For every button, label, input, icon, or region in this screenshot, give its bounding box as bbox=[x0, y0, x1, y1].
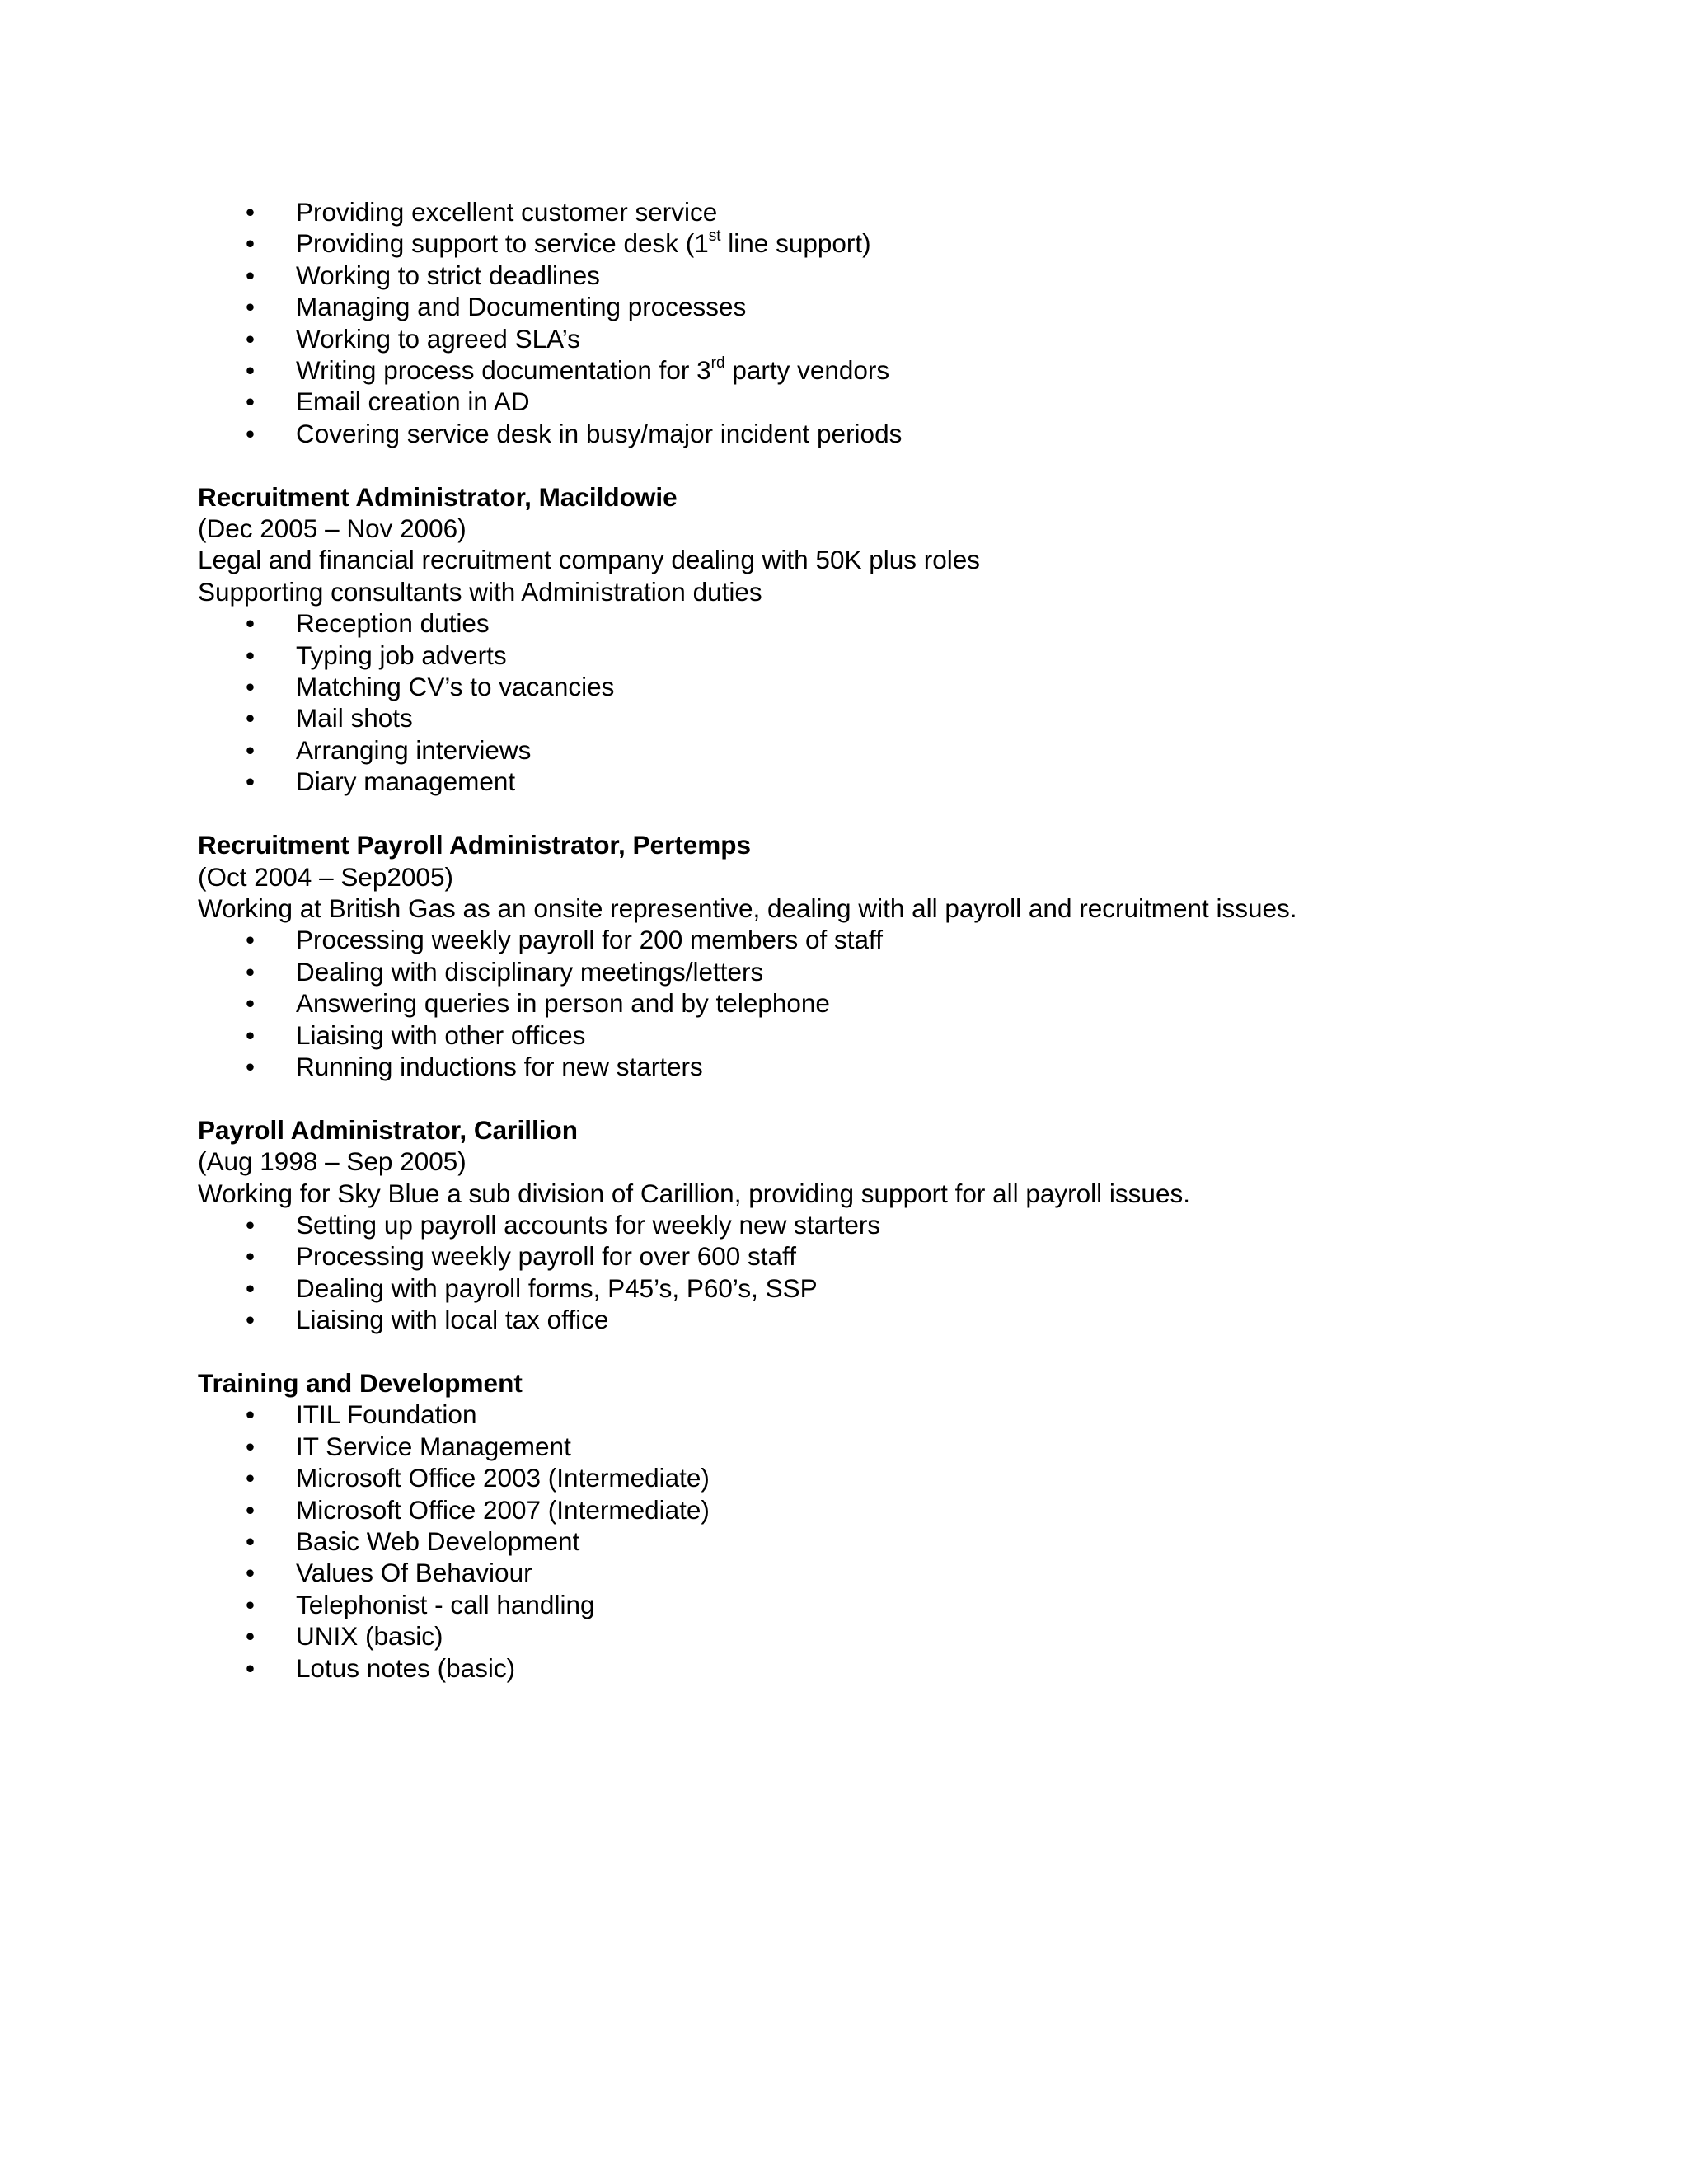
bullet-icon: • bbox=[246, 1589, 256, 1619]
list-item-text: Basic Web Development bbox=[296, 1526, 580, 1556]
list-item-text: UNIX (basic) bbox=[296, 1621, 443, 1652]
list-item-text: Providing excellent customer service bbox=[296, 197, 718, 227]
job-pertemps bbox=[198, 829, 1599, 1082]
list-item bbox=[198, 291, 1599, 322]
list-item bbox=[198, 1462, 1599, 1493]
list-item bbox=[198, 260, 1599, 291]
list-item bbox=[198, 671, 1599, 702]
list-item bbox=[198, 196, 1599, 227]
list-item-text: Answering queries in person and by telephone bbox=[296, 988, 830, 1019]
ordinal-superscript: st bbox=[708, 227, 721, 245]
bullet-icon: • bbox=[246, 1209, 256, 1240]
list-item-text: Telephonist - call handling bbox=[296, 1589, 595, 1619]
job-carillion bbox=[198, 1114, 1599, 1336]
list-item bbox=[198, 1494, 1599, 1526]
bullet-icon: • bbox=[246, 1431, 256, 1461]
list-item bbox=[198, 924, 1599, 955]
list-item bbox=[198, 987, 1599, 1019]
list-item-text: Microsoft Office 2007 (Intermediate) bbox=[296, 1494, 710, 1525]
list-item bbox=[198, 1051, 1599, 1082]
bullet-icon: • bbox=[246, 1019, 256, 1050]
list-item-text: Values Of Behaviour bbox=[296, 1558, 532, 1588]
bullet-icon: • bbox=[246, 197, 256, 227]
list-item bbox=[198, 1431, 1599, 1462]
bullet-icon: • bbox=[246, 355, 256, 386]
list-item bbox=[198, 1399, 1599, 1430]
list-item-text: Dealing with disciplinary meetings/letters bbox=[296, 956, 764, 987]
list-item bbox=[198, 766, 1599, 797]
bullet-icon: • bbox=[246, 1621, 256, 1652]
list-item-text: Providing support to service desk (1 bbox=[296, 228, 709, 259]
job-title: Recruitment Payroll Administrator, Pertemps bbox=[198, 830, 752, 860]
bullet-icon: • bbox=[246, 292, 256, 322]
training-section bbox=[198, 1367, 1599, 1684]
list-item-text: Working to agreed SLA’s bbox=[296, 323, 580, 354]
bullet-icon: • bbox=[246, 1652, 256, 1683]
list-item bbox=[198, 702, 1599, 733]
bullet-icon: • bbox=[246, 1399, 256, 1430]
job-description-line: Legal and financial recruitment company dealing with 50K plus roles bbox=[198, 545, 981, 575]
bullet-icon: • bbox=[246, 1305, 256, 1335]
bullet-icon: • bbox=[246, 1272, 256, 1303]
job-title: Recruitment Administrator, Macildowie bbox=[198, 481, 678, 512]
list-item bbox=[198, 354, 1599, 386]
list-item-text: Working to strict deadlines bbox=[296, 260, 600, 290]
bullet-icon: • bbox=[246, 640, 256, 670]
job-macildowie bbox=[198, 481, 1599, 798]
job-dates: (Aug 1998 – Sep 2005) bbox=[198, 1146, 467, 1177]
bullet-icon: • bbox=[246, 387, 256, 417]
list-item-text: Lotus notes (basic) bbox=[296, 1652, 516, 1683]
list-item bbox=[198, 1557, 1599, 1588]
section-spacer bbox=[198, 449, 1599, 480]
list-item bbox=[198, 1304, 1599, 1335]
bullet-icon: • bbox=[246, 1241, 256, 1272]
list-item-text: Liaising with local tax office bbox=[296, 1305, 609, 1335]
bullet-icon: • bbox=[246, 323, 256, 354]
bullet-icon: • bbox=[246, 260, 256, 290]
intro-duties-list bbox=[198, 196, 1599, 449]
list-item-text: Covering service desk in busy/major incident periods bbox=[296, 418, 903, 448]
list-item bbox=[198, 734, 1599, 766]
list-item-text: Diary management bbox=[296, 766, 516, 797]
bullet-icon: • bbox=[246, 1526, 256, 1556]
list-item-text: Dealing with payroll forms, P45’s, P60’s, SSP bbox=[296, 1272, 818, 1303]
list-item bbox=[198, 1272, 1599, 1304]
section-spacer bbox=[198, 798, 1599, 829]
job-duties-list bbox=[198, 607, 1599, 797]
bullet-icon: • bbox=[246, 608, 256, 639]
bullet-icon: • bbox=[246, 228, 256, 259]
bullet-icon: • bbox=[246, 734, 256, 765]
job-duties-list bbox=[198, 1209, 1599, 1336]
section-spacer bbox=[198, 1336, 1599, 1367]
bullet-icon: • bbox=[246, 1051, 256, 1081]
list-item-text: Microsoft Office 2003 (Intermediate) bbox=[296, 1463, 710, 1493]
list-item bbox=[198, 1019, 1599, 1051]
list-item-text: Reception duties bbox=[296, 608, 490, 639]
list-item bbox=[198, 386, 1599, 417]
training-list bbox=[198, 1399, 1599, 1684]
list-item-text: Running inductions for new starters bbox=[296, 1051, 703, 1081]
bullet-icon: • bbox=[246, 703, 256, 733]
list-item-text: ITIL Foundation bbox=[296, 1399, 477, 1430]
list-item bbox=[198, 956, 1599, 987]
job-duties-list bbox=[198, 924, 1599, 1082]
list-item bbox=[198, 1526, 1599, 1557]
list-item bbox=[198, 640, 1599, 671]
bullet-icon: • bbox=[246, 988, 256, 1019]
section-spacer bbox=[198, 1082, 1599, 1113]
list-item-text: Setting up payroll accounts for weekly new starters bbox=[296, 1209, 881, 1240]
list-item bbox=[198, 1652, 1599, 1684]
cv-page bbox=[198, 196, 1599, 1684]
list-item-text: Mail shots bbox=[296, 703, 413, 733]
list-item-text: Arranging interviews bbox=[296, 734, 532, 765]
list-item-text: Processing weekly payroll for 200 members of staff bbox=[296, 925, 883, 955]
list-item bbox=[198, 227, 1599, 259]
bullet-icon: • bbox=[246, 672, 256, 702]
section-title: Training and Development bbox=[198, 1367, 523, 1398]
list-item-text: Writing process documentation for 3 bbox=[296, 355, 711, 386]
list-item-text: Processing weekly payroll for over 600 staff bbox=[296, 1241, 796, 1272]
list-item-text-after: party vendors bbox=[724, 355, 890, 386]
job-description-line: Supporting consultants with Administration duties bbox=[198, 576, 762, 607]
list-item bbox=[198, 323, 1599, 354]
job-title: Payroll Administrator, Carillion bbox=[198, 1114, 578, 1145]
bullet-icon: • bbox=[246, 1463, 256, 1493]
list-item bbox=[198, 1620, 1599, 1652]
ordinal-superscript: rd bbox=[710, 354, 725, 372]
list-item-text: IT Service Management bbox=[296, 1431, 571, 1461]
bullet-icon: • bbox=[246, 925, 256, 955]
list-item-text: Typing job adverts bbox=[296, 640, 507, 670]
list-item bbox=[198, 1589, 1599, 1620]
list-item bbox=[198, 1240, 1599, 1272]
list-item-text: Managing and Documenting processes bbox=[296, 292, 747, 322]
list-item bbox=[198, 418, 1599, 449]
bullet-icon: • bbox=[246, 1494, 256, 1525]
job-dates: (Oct 2004 – Sep2005) bbox=[198, 861, 453, 892]
bullet-icon: • bbox=[246, 1558, 256, 1588]
bullet-icon: • bbox=[246, 766, 256, 797]
list-item-text-after: line support) bbox=[720, 228, 871, 259]
job-description-line: Working for Sky Blue a sub division of Carillion, providing support for all payroll issues. bbox=[198, 1178, 1190, 1208]
list-item-text: Liaising with other offices bbox=[296, 1019, 586, 1050]
bullet-icon: • bbox=[246, 418, 256, 448]
list-item-text: Email creation in AD bbox=[296, 387, 530, 417]
job-dates: (Dec 2005 – Nov 2006) bbox=[198, 513, 467, 544]
job-description-line: Working at British Gas as an onsite representive, dealing with all payroll and recruitment issues. bbox=[198, 893, 1297, 923]
bullet-icon: • bbox=[246, 956, 256, 987]
list-item bbox=[198, 607, 1599, 639]
list-item bbox=[198, 1209, 1599, 1240]
list-item-text: Matching CV’s to vacancies bbox=[296, 672, 615, 702]
